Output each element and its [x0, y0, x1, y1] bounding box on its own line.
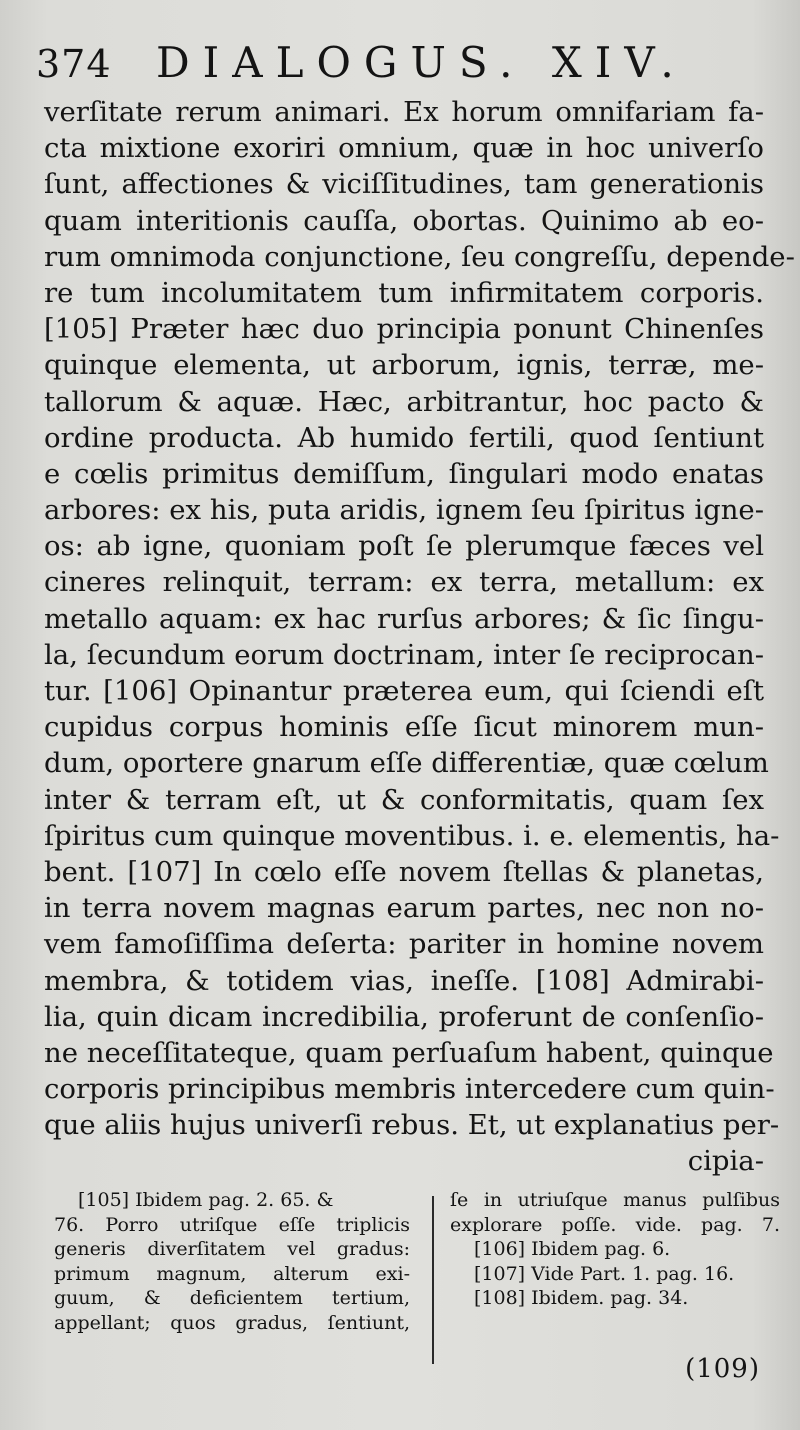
- text-line: os: ab igne, quoniam poſt ſe plerumque fæces vel: [44, 530, 764, 563]
- footnote-divider: [432, 1196, 434, 1364]
- main-text: [44, 94, 795, 1180]
- footnote-column-right: [450, 1188, 780, 1311]
- page-header: [36, 38, 756, 94]
- text-line: arbores: ex his, puta aridis, ignem ſeu ſpiritus igne-: [44, 494, 764, 527]
- text-line: lia, quin dicam incredibilia, proferunt de conſenſio-: [44, 1000, 764, 1033]
- text-line: tur. [106] Opinantur præterea eum, qui ſciendi eſt: [44, 675, 764, 707]
- text-line: que aliis hujus univerſi rebus. Et, ut explanatius per-: [44, 1109, 780, 1142]
- text-line: cta mixtione exoriri omnium, quæ in hoc univerſo: [44, 132, 764, 165]
- text-line: tallorum & aquæ. Hæc, arbitrantur, hoc pacto &: [44, 385, 764, 418]
- footnote-column-left: [54, 1188, 410, 1335]
- footnote-line: [106] Ibidem pag. 6.: [474, 1238, 671, 1260]
- text-line: ordine producta. Ab humido fertili, quod ſentiunt: [44, 421, 764, 454]
- text-line: verſitate rerum animari. Ex horum omnifariam fa-: [44, 96, 764, 128]
- footnote-line: [107] Vide Part. 1. pag. 16.: [474, 1262, 735, 1285]
- signature-mark: (109): [685, 1354, 760, 1384]
- footnote-line: explorare poſſe. vide. pag. 7.: [450, 1213, 780, 1236]
- footnote-line: generis diverſitatem vel gradus:: [54, 1238, 410, 1260]
- footnote-line: [108] Ibidem. pag. 34.: [474, 1287, 689, 1309]
- text-line: bent. [107] In cœlo eſſe novem ſtellas & planetas,: [44, 855, 764, 888]
- text-line: metallo aquam: ex hac rurſus arbores; & ſic ſingu-: [44, 602, 764, 635]
- text-line: e cœlis primitus demiſſum, ſingulari modo enatas: [44, 457, 764, 490]
- text-line: in terra novem magnas earum partes, nec non no-: [44, 892, 764, 925]
- text-line: [105] Præter hæc duo principia ponunt Chinenſes: [44, 313, 764, 346]
- running-head: DIALOGUS. XIV.: [156, 38, 687, 87]
- text-line: cineres relinquit, terram: ex terra, metallum: ex: [44, 566, 764, 599]
- page-number: 374: [36, 42, 112, 86]
- text-line: corporis principibus membris intercedere cum quin-: [44, 1073, 775, 1106]
- text-line: vem famoſiſſima deſerta: pariter in homine novem: [44, 928, 764, 961]
- footnote-line: ſe in utriuſque manus pulſibus: [450, 1189, 780, 1211]
- footnotes: [40, 1188, 780, 1363]
- text-line: re tum incolumitatem tum infirmitatem corporis.: [44, 276, 764, 309]
- text-line: membra, & totidem vias, ineſſe. [108] Admirabi-: [44, 964, 764, 997]
- footnote-line: [105] Ibidem pag. 2. 65. &: [78, 1189, 334, 1211]
- text-line: quinque elementa, ut arborum, ignis, terræ, me-: [44, 349, 764, 382]
- footnote-line: appellant; quos gradus, ſentiunt,: [54, 1311, 410, 1334]
- footnote-line: primum magnum, alterum exi-: [54, 1262, 410, 1285]
- catchword: cipia-: [687, 1145, 764, 1178]
- text-line: la, ſecundum eorum doctrinam, inter ſe reciprocan-: [44, 638, 764, 671]
- footnote-line: guum, & deficientem tertium,: [54, 1287, 410, 1309]
- text-line: dum, oportere gnarum eſſe differentiæ, quæ cœlum: [44, 747, 769, 780]
- text-line: ſpiritus cum quinque moventibus. i. e. elementis, ha-: [44, 819, 780, 852]
- text-line: inter & terram eſt, ut & conformitatis, quam ſex: [44, 783, 764, 816]
- footnote-line: 76. Porro utriſque eſſe triplicis: [54, 1213, 410, 1236]
- text-line: ne neceſſitateque, quam perſuaſum habent, quinque: [44, 1036, 774, 1069]
- text-line: rum omnimoda conjunctione, ſeu congreſſu, depende-: [44, 240, 795, 273]
- text-line: cupidus corpus hominis eſſe ſicut minorem mun-: [44, 711, 764, 744]
- text-line: quam interitionis cauſſa, obortas. Quinimo ab eo-: [44, 204, 764, 237]
- text-line: ſunt, affectiones & viciſſitudines, tam generationis: [44, 168, 764, 201]
